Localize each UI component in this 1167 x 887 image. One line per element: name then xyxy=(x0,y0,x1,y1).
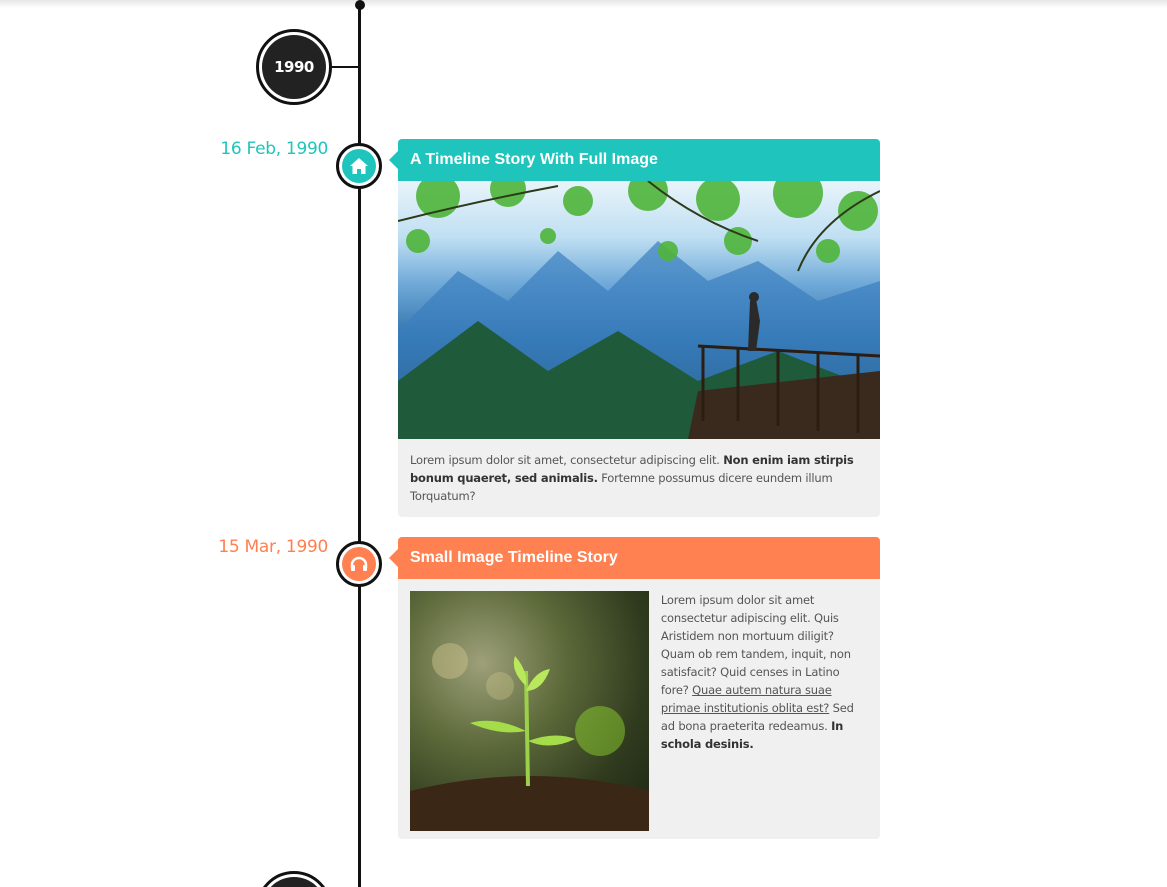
timeline-start-dot xyxy=(355,0,365,10)
story-node xyxy=(336,541,382,587)
story-card xyxy=(398,139,880,517)
story-text: Sed ad bona praeterita redeamus. xyxy=(660,701,854,733)
story-text: Lorem ipsum dolor sit amet consectetur adipiscing elit. Quis Aristidem non mortuum diligit? Quam ob rem tandem, inquit, non satisfacit? Quid censes in Latino fore? xyxy=(660,593,851,697)
page-top-shadow xyxy=(0,0,1167,8)
year-badge xyxy=(256,29,332,105)
seedling-image xyxy=(410,591,649,831)
story-bold-text: Non enim iam stirpis bonum quaeret, sed animalis. xyxy=(410,453,854,485)
story-link[interactable]: Quae autem natura suae primae institutionis oblita est? xyxy=(660,683,832,715)
headphones-icon xyxy=(342,547,376,581)
year-connector xyxy=(330,66,360,68)
mountain-landscape-image xyxy=(398,181,880,439)
year-badge-next xyxy=(256,871,332,887)
story-bold-text: In schola desinis. xyxy=(660,719,844,751)
story-text: Fortemne possumus dicere eundem illum Torquatum? xyxy=(410,471,833,503)
story-date: 15 Mar, 1990 xyxy=(218,537,328,557)
year-label xyxy=(262,877,326,887)
story-card xyxy=(398,537,880,839)
story-title: Small Image Timeline Story xyxy=(398,537,880,579)
story-text: Lorem ipsum dolor sit amet, consectetur adipiscing elit. xyxy=(410,453,724,467)
year-label: 1990 xyxy=(262,35,326,99)
story-date: 16 Feb, 1990 xyxy=(220,139,328,159)
story-body xyxy=(661,591,868,831)
story-title: A Timeline Story With Full Image xyxy=(398,139,880,181)
home-icon xyxy=(342,149,376,183)
timeline-line xyxy=(358,4,361,887)
story-node xyxy=(336,143,382,189)
story-body xyxy=(398,439,880,517)
